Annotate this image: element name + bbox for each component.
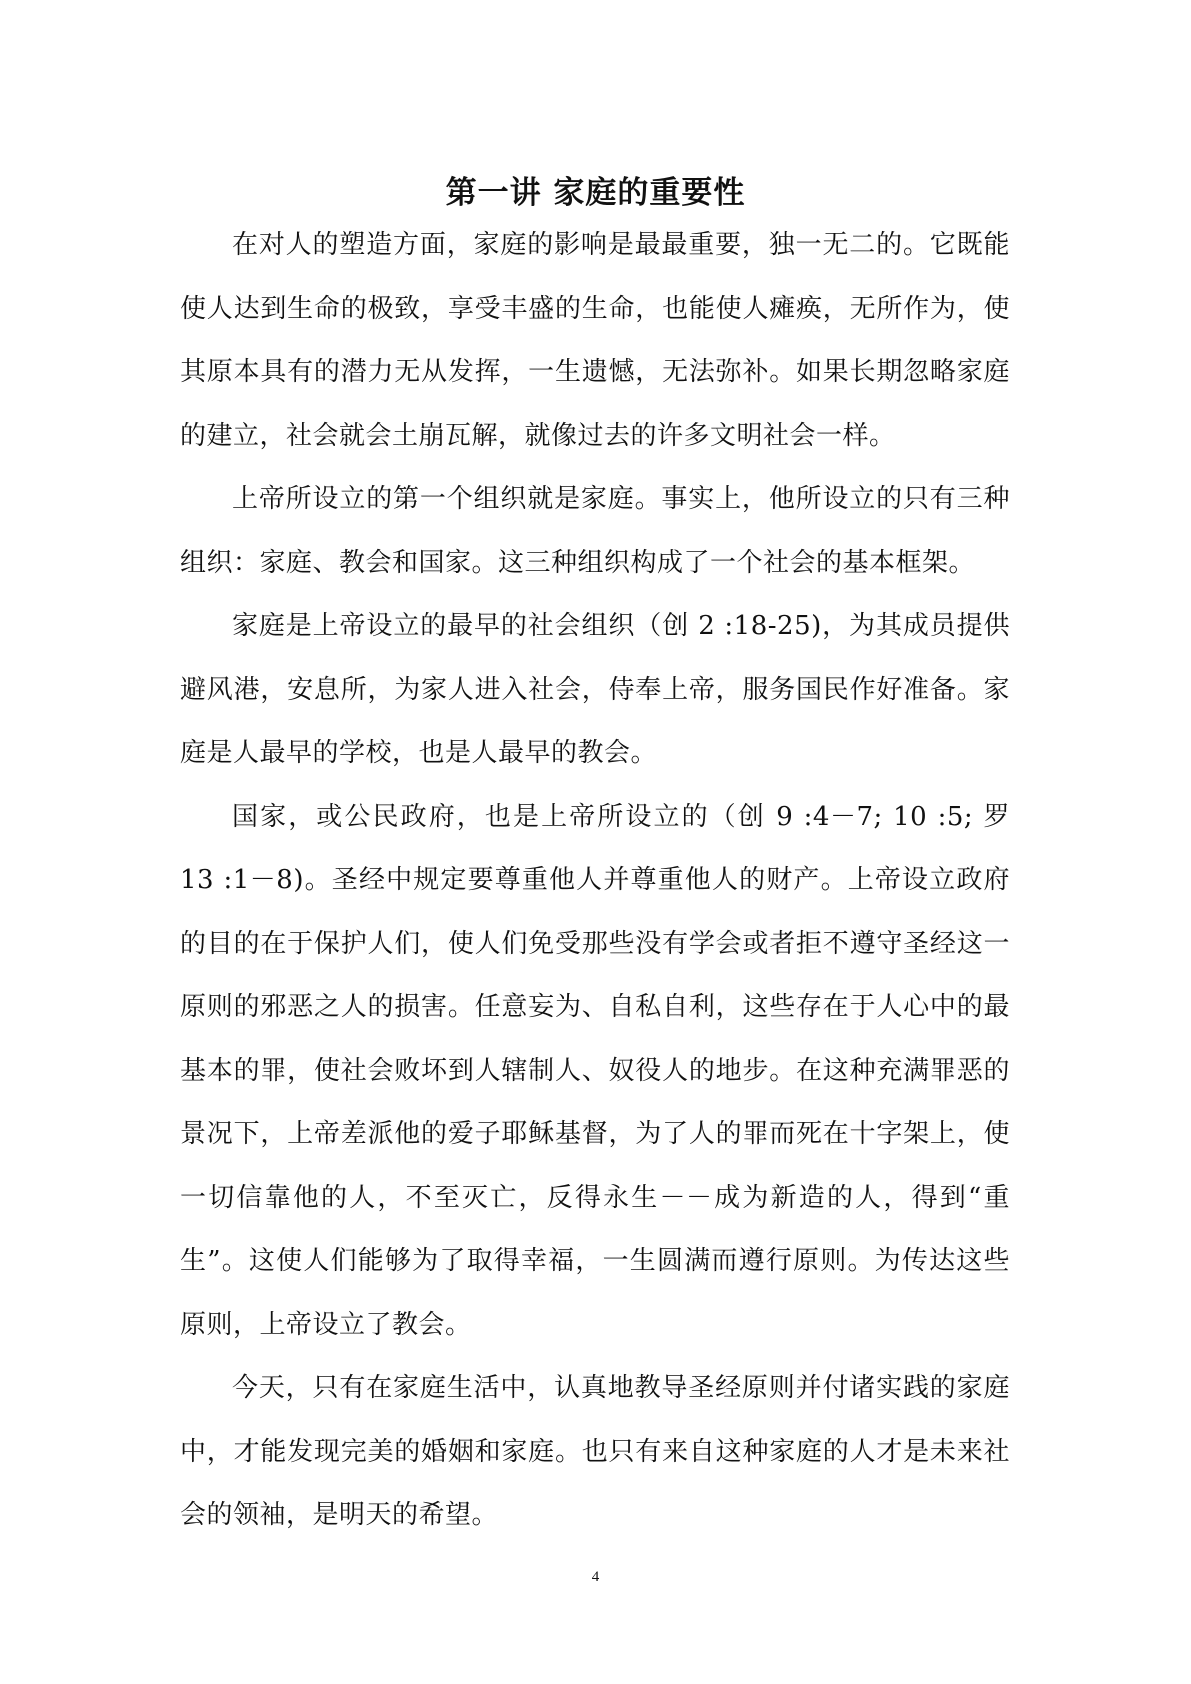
paragraph-2: 上帝所设立的第一个组织就是家庭。事实上，他所设立的只有三种组织：家庭、教会和国家。这三种组织构成了一个社会的基本框架。 [180,484,1010,578]
paragraph-3: 家庭是上帝设立的最早的社会组织（创 2 :18-25)，为其成员提供避风港，安息所，为家人进入社会，侍奉上帝，服务国民作好准备。家庭是人最早的学校，也是人最早的教会。 [180,611,1010,768]
paragraph-5: 今天，只有在家庭生活中，认真地教导圣经原则并付诸实践的家庭中，才能发现完美的婚姻和家庭。也只有来自这种家庭的人才是未来社会的领袖，是明天的希望。 [180,1373,1010,1530]
paragraph-1: 在对人的塑造方面，家庭的影响是最最重要，独一无二的。它既能使人达到生命的极致，享受丰盛的生命，也能使人瘫痪，无所作为，使其原本具有的潜力无从发挥，一生遗憾，无法弥补。如果长期忽略家庭的建立，社会就会土崩瓦解，就像过去的许多文明社会一样。 [180,230,1010,451]
body-text [180,214,1010,1548]
page-title: 第一讲 家庭的重要性 [445,174,746,211]
paragraph-4: 国家，或公民政府，也是上帝所设立的（创 9 :4－7; 10 :5; 罗 13 :1－8)。圣经中规定要尊重他人并尊重他人的财产。上帝设立政府的目的在于保护人们，使人们免受那些没有学会或者拒不遵守圣经这一原则的邪恶之人的损害。任意妄为、自私自利，这些存在于人心中的最基本的罪，使社会败坏到人辖制人、奴役人的地步。在这种充满罪恶的景况下，上帝差派他的爱子耶稣基督，为了人的罪而死在十字架上，使一切信靠他的人，不至灭亡，反得永生－－成为新造的人，得到“重生”。这使人们能够为了取得幸福，一生圆满而遵行原则。为传达这些原则，上帝设立了教会。 [180,801,1010,1340]
page-number: 4 [591,1569,600,1585]
